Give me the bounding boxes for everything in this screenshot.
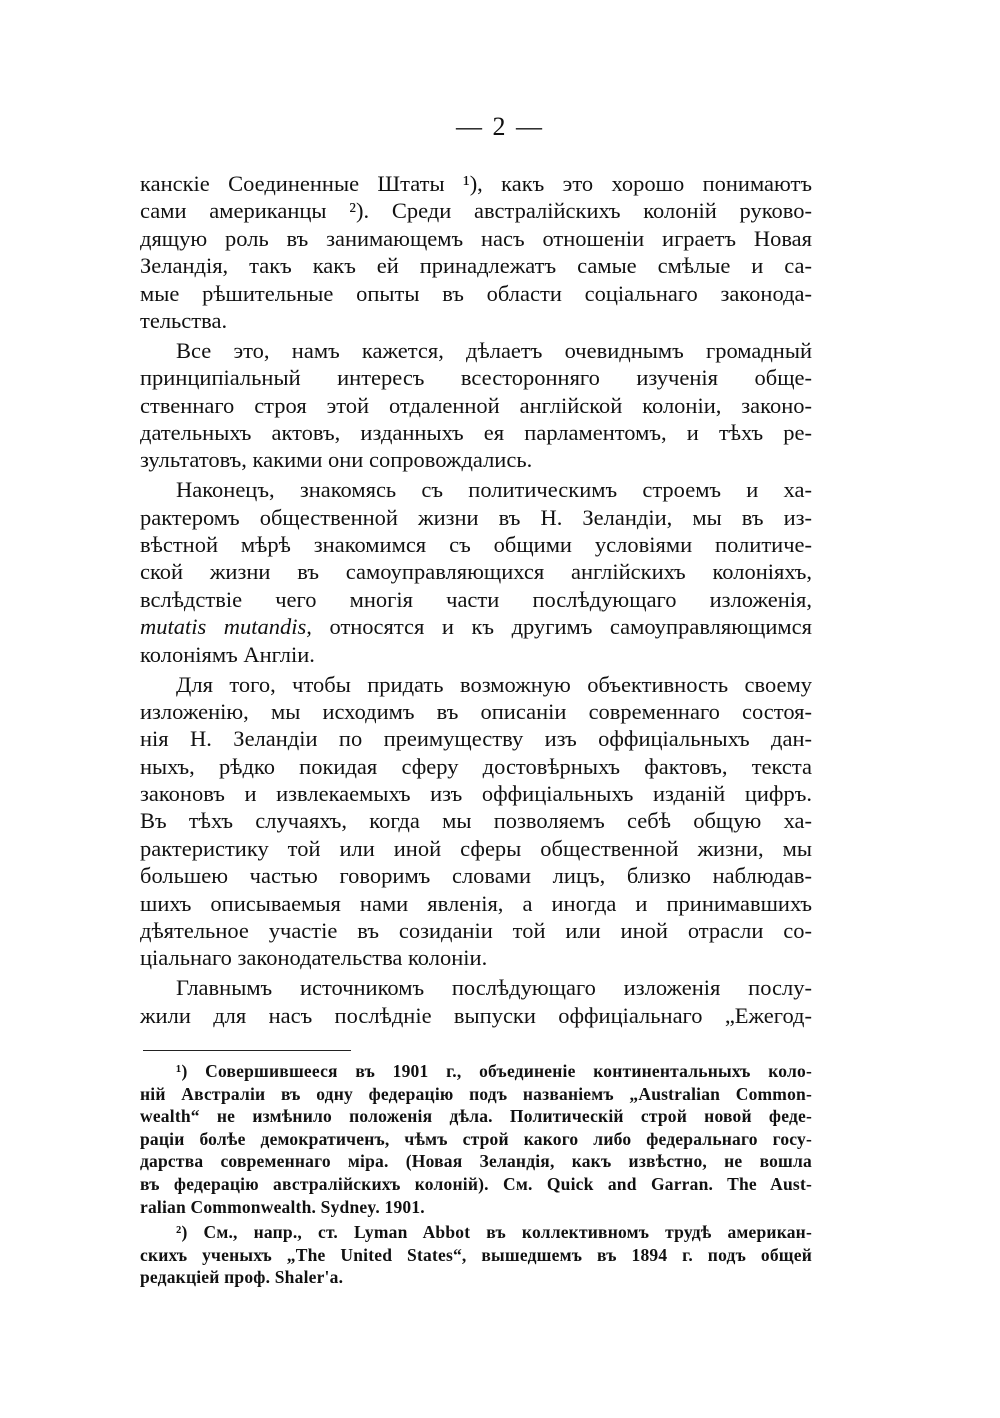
- text-line: ской жизни въ самоуправляющихся англійскихъ колоніяхъ,: [140, 559, 812, 585]
- page-number: — 2 —: [456, 112, 544, 141]
- text-line: ныхъ, рѣдко покидая сферу достовѣрныхъ фактовъ, текста: [140, 753, 812, 779]
- text-line: законовъ и извлекаемыхъ изъ оффиціальныхъ изданій цифръ.: [140, 781, 812, 807]
- text-line: вѣстной мѣрѣ знакомимся съ общими условіями политиче-: [140, 532, 812, 558]
- footnote-line: дарства современнаго міра. (Новая Зеландія, какъ извѣстно, не вошла: [140, 1151, 812, 1172]
- text-line: принципіальный интересъ всесторонняго изученія обще-: [140, 365, 812, 391]
- text-line: тельства.: [140, 307, 228, 333]
- text-line: сами американцы ²). Среди австралійскихъ колоній руково-: [140, 198, 812, 224]
- text-line: Все это, намъ кажется, дѣлаетъ очевиднымъ громадный: [176, 337, 812, 363]
- text-line: дательныхъ актовъ, изданныхъ ея парламентомъ, и тѣхъ ре-: [140, 420, 812, 446]
- text-line: изложенію, мы исходимъ въ описаніи современнаго состоя-: [140, 698, 812, 724]
- text-line: мые рѣшительные опыты въ области соціальнаго законода-: [140, 280, 812, 306]
- text-line: зультатовъ, какими они сопровождались.: [140, 447, 533, 473]
- text-line: [140, 613, 812, 640]
- footnote-line: ¹) Совершившееся въ 1901 г., объединеніе континентальныхъ коло-: [176, 1061, 812, 1081]
- footnote-divider: [143, 1050, 351, 1051]
- text-line: дящую роль въ занимающемъ насъ отношеніи играетъ Новая: [140, 225, 812, 251]
- text-line: Зеландія, такъ какъ ей принадлежатъ самые смѣлые и са-: [140, 253, 812, 279]
- text-line: ственнаго строя этой отдаленной англійской колоніи, законо-: [140, 392, 812, 418]
- footnotes: [140, 1060, 812, 1289]
- footnote-line: раціи болѣе демократиченъ, чѣмъ строй какого либо федеральнаго госу-: [140, 1128, 812, 1149]
- text-line: колоніямъ Англіи.: [140, 641, 315, 667]
- text-line: дѣятельное участіе въ созиданіи той или иной отрасли со-: [140, 918, 812, 944]
- footnote-line: wealth“ не измѣнило положенія дѣла. Политическій строй новой феде-: [140, 1106, 812, 1127]
- text-line-rest: отнoсятся и къ другимъ самоуправляющимся: [329, 614, 812, 640]
- footnote-line: ²) См., напр., ст. Lyman Abbot въ коллективномъ трудѣ американ-: [176, 1222, 812, 1243]
- body-text: [140, 170, 812, 1029]
- text-line: жили для насъ послѣдніе выпуски оффиціальнаго „Ежегод-: [140, 1002, 812, 1028]
- text-line: канскіе Соединенные Штаты ¹), какъ это хорошо понимаютъ: [140, 171, 812, 196]
- text-line: ціальнаго законодательства колоніи.: [140, 945, 488, 971]
- text-line: рактеромъ общественной жизни въ Н. Зеландіи, мы въ из-: [140, 504, 812, 530]
- footnote-line: редакціей проф. Shaler'а.: [140, 1267, 344, 1288]
- text-line: Для того, чтобы придать возможную объективность своему: [176, 671, 812, 697]
- italic-phrase: mutatis mutandis,: [140, 614, 312, 640]
- footnote-line: ній Австраліи въ одну федерацію подъ названіемъ „Australian Common-: [140, 1083, 812, 1104]
- text-line: большею частью говоримъ словами лицъ, близко наблюдав-: [140, 863, 812, 889]
- footnote-line: ralian Commonwealth. Sydney. 1901.: [140, 1196, 425, 1217]
- text-line: рактеристику той или иной сферы общественной жизни, мы: [140, 835, 812, 861]
- text-line: шихъ описываемыя нами явленія, а иногда и принимавшихъ: [140, 890, 812, 916]
- footnote-line: скихъ ученыхъ „The United States“, вышедшемъ въ 1894 г. подъ общей: [140, 1244, 812, 1265]
- text-line: Въ тѣхъ случаяхъ, когда мы позволяемъ себѣ общую ха-: [140, 808, 812, 834]
- text-line: Главнымъ источникомъ послѣдующаго изложенія послу-: [176, 975, 812, 1001]
- text-line: нія Н. Зеландіи по преимуществу изъ оффиціальныхъ дан-: [140, 726, 812, 752]
- text-line: вслѣдствіе чего многія части послѣдующаго изложенія,: [140, 586, 812, 612]
- text-line: Наконецъ, знакомясь съ политическимъ строемъ и ха-: [176, 477, 812, 503]
- footnote-line: въ федерацію австралійскихъ колоній). См. Quick and Garran. The Aust-: [140, 1173, 812, 1194]
